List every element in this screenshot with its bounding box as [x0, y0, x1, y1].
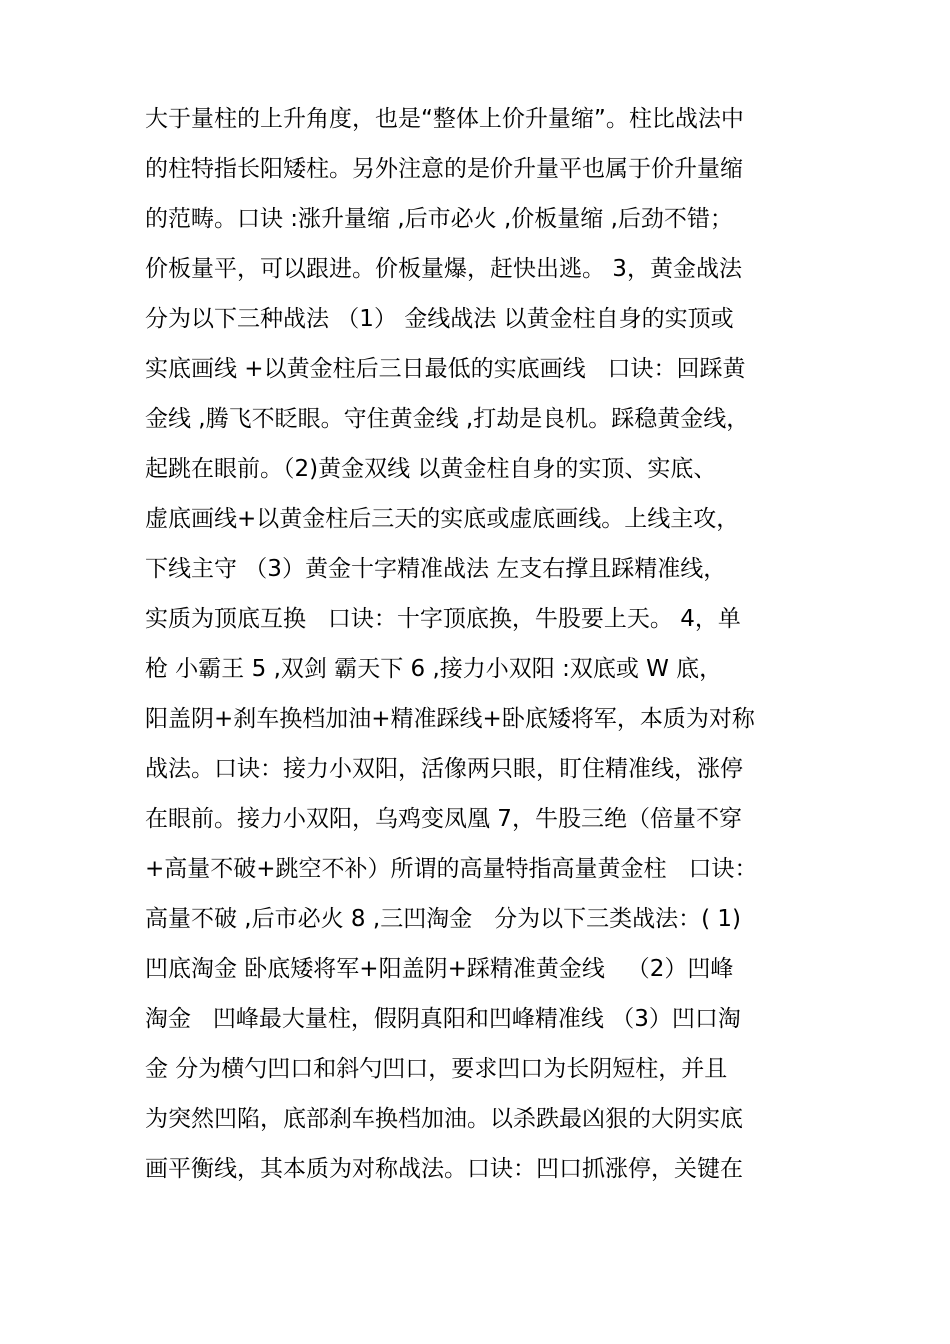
- document-body: [145, 96, 845, 1196]
- text-line: 战法。口诀：接力小双阳，活像两只眼，盯住精准线，涨停: [145, 756, 743, 782]
- text-line: 大于量柱的上升角度，也是“整体上价升量缩”。柱比战法中: [145, 106, 744, 132]
- text-line: 的柱特指长阳矮柱。另外注意的是价升量平也属于价升量缩: [145, 156, 743, 182]
- text-line: 画平衡线，其本质为对称战法。口诀：凹口抓涨停，关键在: [145, 1156, 743, 1182]
- text-line: 起跳在眼前。（2)黄金双线 以黄金柱自身的实顶、实底、: [145, 456, 717, 482]
- text-line: 枪 小霸王 5 ,双剑 霸天下 6 ,接力小双阳 :双底或 W 底，: [145, 656, 723, 682]
- text-line: 为突然凹陷，底部刹车换档加油。以杀跌最凶狠的大阴实底: [145, 1106, 743, 1132]
- text-line: 实底画线 +以黄金柱后三日最低的实底画线 口诀：回踩黄: [145, 356, 746, 382]
- text-line: 实质为顶底互换 口诀：十字顶底换，牛股要上天。 4，单: [145, 606, 741, 632]
- text-line: 下线主守 （3）黄金十字精准战法 左支右撑且踩精准线，: [145, 556, 727, 582]
- text-line: 金 分为横勺凹口和斜勺凹口，要求凹口为长阴短柱，并且: [145, 1056, 728, 1082]
- text-line: +高量不破+跳空不补）所谓的高量特指高量黄金柱 口诀：: [145, 856, 758, 882]
- text-line: 在眼前。接力小双阳，乌鸡变凤凰 7，牛股三绝（倍量不穿: [145, 806, 742, 832]
- text-line: 虚底画线+以黄金柱后三天的实底或虚底画线。上线主攻，: [145, 506, 740, 532]
- text-line: 金线 ,腾飞不眨眼。守住黄金线 ,打劫是良机。踩稳黄金线，: [145, 406, 750, 432]
- text-line: 的范畴。口诀 :涨升量缩 ,后市必火 ,价板量缩 ,后劲不错；: [145, 206, 733, 232]
- text-line: 淘金 凹峰最大量柱，假阴真阳和凹峰精准线 （3）凹口淘: [145, 1006, 741, 1032]
- text-line: 阳盖阴+刹车换档加油+精准踩线+卧底矮将军，本质为对称: [145, 706, 755, 732]
- text-line: 凹底淘金 卧底矮将军+阳盖阴+踩精准黄金线 （2）凹峰: [145, 956, 734, 982]
- text-line: 分为以下三种战法 （1） 金线战法 以黄金柱自身的实顶或: [145, 306, 734, 332]
- text-line: 高量不破 ,后市必火 8 ,三凹淘金 分为以下三类战法：( 1): [145, 906, 742, 932]
- text-line: 价板量平，可以跟进。价板量爆，赶快出逃。 3，黄金战法: [145, 256, 742, 282]
